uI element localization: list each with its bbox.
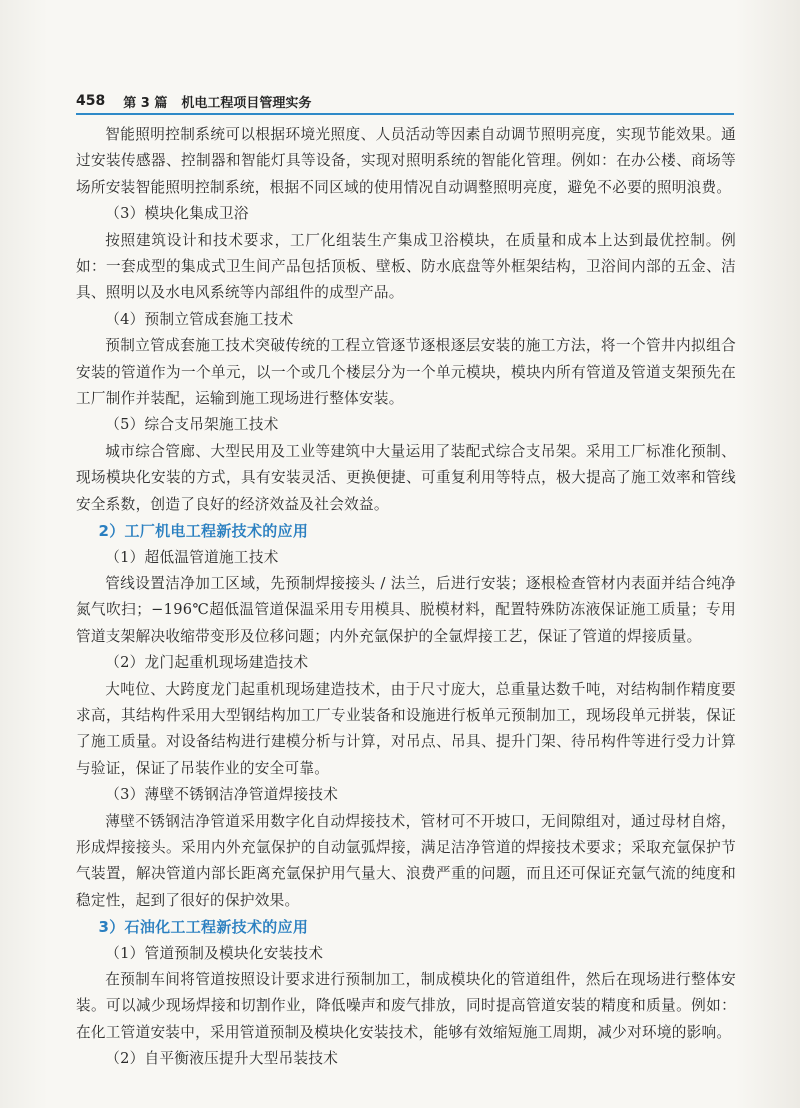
paragraph-cryogenic-pipe: 管线设置洁净加工区域，先预制焊接接头 / 法兰，后进行安装；逐根检查管材内表面并结合纯净氮气吹扫；−196℃超低温管道保温采用专用模具、脱模材料，配置特殊防冻液保证施工质量；专用管道支架解决收缩带变形及位移问题；内外充氩保护的全氩焊接工艺，保证了管道的焊接质量。 xyxy=(76,574,736,645)
subheading-integrated-bathroom: （3）模块化集成卫浴 xyxy=(105,205,249,223)
body-text xyxy=(76,122,736,1073)
header-divider xyxy=(76,113,734,115)
book-title: 机电工程项目管理实务 xyxy=(181,95,312,111)
paragraph-support-hanger: 城市综合管廊、大型民用及工业等建筑中大量运用了装配式综合支吊架。采用工厂标准化预制、现场模块化安装的方式，具有安装灵活、更换便捷、可重复利用等特点，极大提高了施工效率和管线安全系数，创造了良好的经济效益及社会效益。 xyxy=(76,442,736,513)
subheading-support-hanger: （5）综合支吊架施工技术 xyxy=(105,416,279,434)
page-number: 458 xyxy=(76,93,106,109)
paragraph-gantry-crane: 大吨位、大跨度龙门起重机现场建造技术，由于尺寸庞大，总重量达数千吨，对结构制作精度要求高，其结构件采用大型钢结构加工厂专业装备和设施进行板单元预制加工，现场段单元拼装，保证了施工质量。对设备结构进行建模分析与计算，对吊点、吊具、提升门架、待吊构件等进行受力计算与验证，保证了吊装作业的安全可靠。 xyxy=(76,680,736,777)
paragraph-stainless-welding: 薄壁不锈钢洁净管道采用数字化自动焊接技术，管材可不开坡口，无间隙组对，通过母材自熔，形成焊接接头。采用内外充氩保护的自动氩弧焊接，满足洁净管道的焊接技术要求；采取充氩保护节气装置，解决管道内部长距离充氩保护用气量大、浪费严重的问题，而且还可保证充氩气流的纯度和稳定性，起到了很好的保护效果。 xyxy=(76,812,736,909)
paragraph-integrated-bathroom: 按照建筑设计和技术要求，工厂化组装生产集成卫浴模块，在质量和成本上达到最优控制。例如：一套成型的集成式卫生间产品包括顶板、壁板、防水底盘等外框架结构，卫浴间内部的五金、洁具、照明以及水电风系统等内部组件的成型产品。 xyxy=(76,231,736,302)
part-label: 第 3 篇 xyxy=(123,95,168,111)
section-heading-petrochemical: 3）石油化工工程新技术的应用 xyxy=(98,918,309,937)
subheading-pipe-prefab: （1）管道预制及模块化安装技术 xyxy=(105,944,324,962)
subheading-cryogenic-pipe: （1）超低温管道施工技术 xyxy=(105,548,279,566)
paragraph-prefab-riser: 预制立管成套施工技术突破传统的工程立管逐节逐根逐层安装的施工方法，将一个管井内拟组合安装的管道作为一个单元，以一个或几个楼层分为一个单元模块，模块内所有管道及管道支架预先在工厂制作并装配，运输到施工现场进行整体安装。 xyxy=(76,337,736,408)
running-header xyxy=(76,90,734,112)
section-heading-factory: 2）工厂机电工程新技术的应用 xyxy=(98,522,309,541)
subheading-prefab-riser: （4）预制立管成套施工技术 xyxy=(105,310,294,328)
subheading-hydraulic-lifting: （2）自平衡液压提升大型吊装技术 xyxy=(105,1050,339,1068)
paragraph-pipe-prefab: 在预制车间将管道按照设计要求进行预制加工，制成模块化的管道组件，然后在现场进行整体安装。可以减少现场焊接和切割作业，降低噪声和废气排放，同时提高管道安装的精度和质量。例如：在化工管道安装中，采用管道预制及模块化安装技术，能够有效缩短施工周期，减少对环境的影响。 xyxy=(76,971,736,1041)
paragraph-smart-lighting: 智能照明控制系统可以根据环境光照度、人员活动等因素自动调节照明亮度，实现节能效果。通过安装传感器、控制器和智能灯具等设备，实现对照明系统的智能化管理。例如：在办公楼、商场等场所安装智能照明控制系统，根据不同区域的使用情况自动调整照明亮度，避免不必要的照明浪费。 xyxy=(76,126,736,196)
subheading-gantry-crane: （2）龙门起重机现场建造技术 xyxy=(105,654,309,672)
subheading-stainless-welding: （3）薄壁不锈钢洁净管道焊接技术 xyxy=(105,786,339,804)
